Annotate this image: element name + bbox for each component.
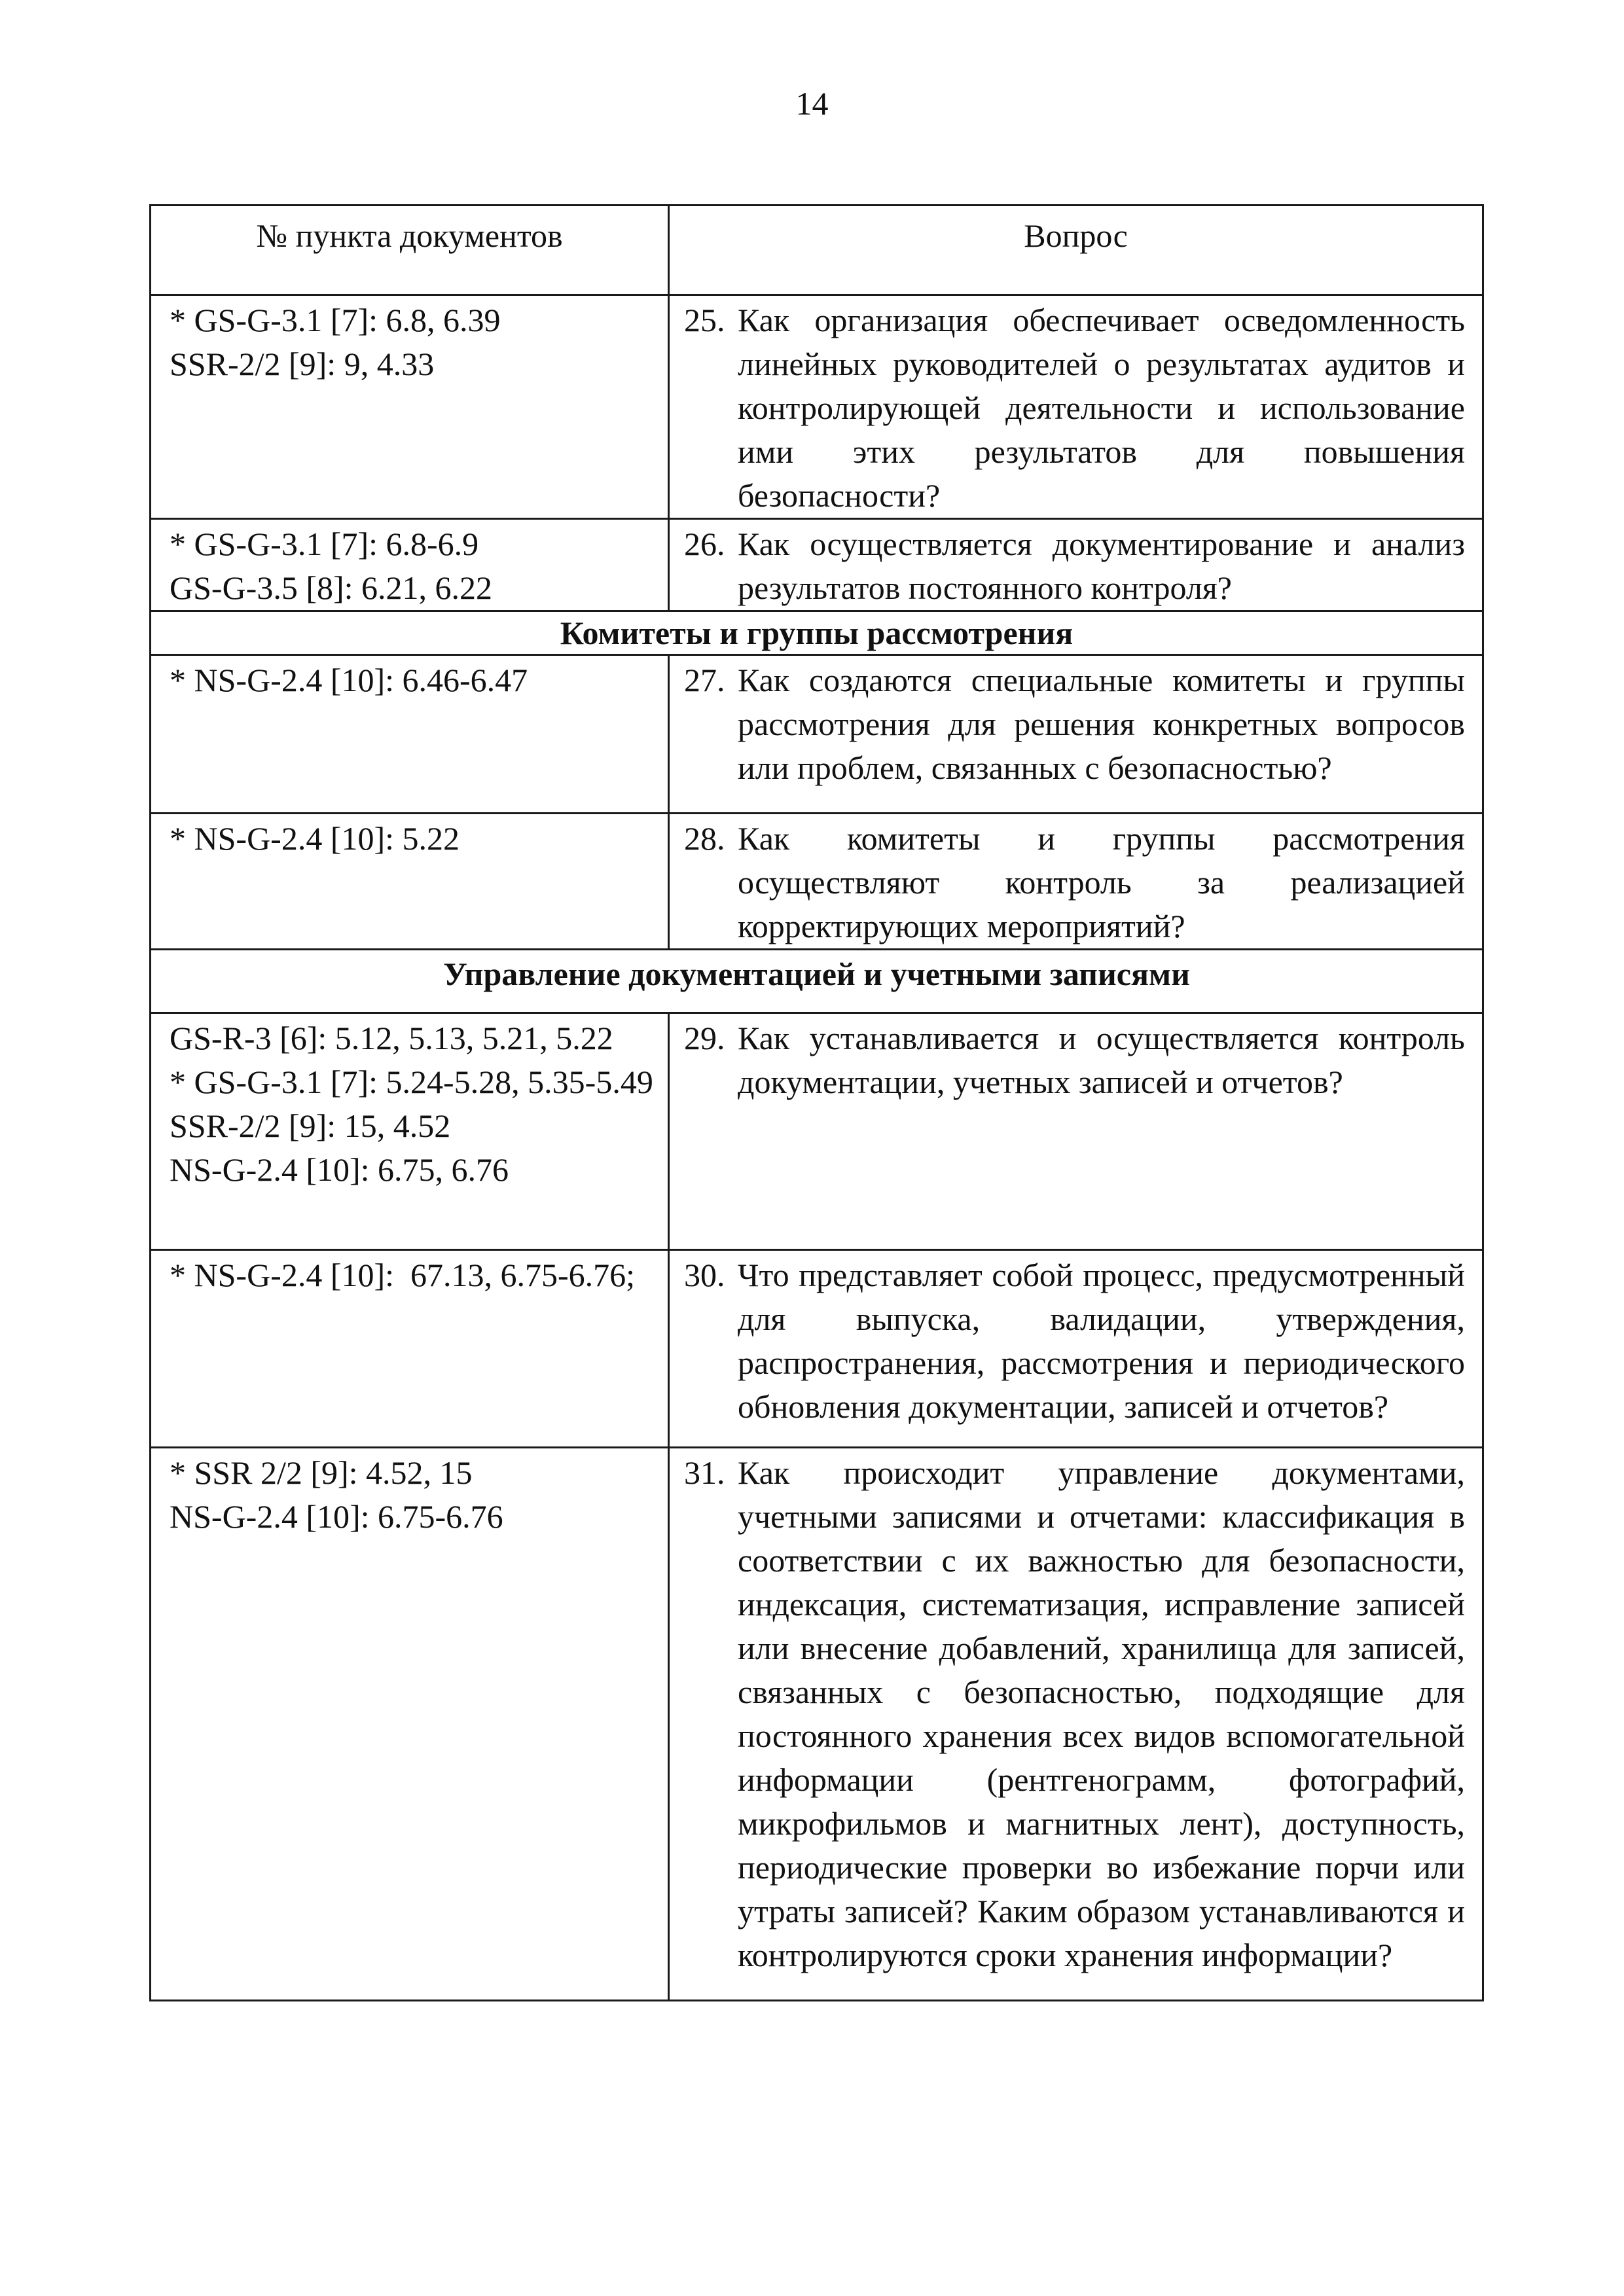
question-cell: [669, 519, 1483, 611]
header-doc-refs: № пункта документов: [151, 206, 669, 295]
table-row: [151, 655, 1483, 814]
section-title: Управление документацией и учетными записями: [151, 950, 1483, 1013]
table-header-row: [151, 206, 1483, 295]
doc-ref: * NS-G-2.4 [10]: 5.22: [170, 820, 460, 857]
section-row: [151, 950, 1483, 1013]
question-cell: [669, 655, 1483, 814]
doc-refs-cell: [151, 655, 669, 814]
doc-refs-cell: [151, 295, 669, 519]
header-question: Вопрос: [669, 206, 1483, 295]
question-text: Как происходит управление документами, учетными записями и отчетами: классификация в соответствии с их важностью для безопасности, индексация, систематизация, исправление записей или внесение добавлений, хранилища для записей, связанных с безопасностью, подходящие для постоянного хранения всех видов вспомогательной информации (рентгенограмм, фотографий, микрофильмов и магнитных лент), доступность, периодические проверки во избежание порчи или утраты записей? Каким образом устанавливаются и контролируются сроки хранения информации?: [738, 1454, 1465, 1973]
doc-ref: GS-R-3 [6]: 5.12, 5.13, 5.21, 5.22: [170, 1020, 613, 1056]
question-cell: [669, 1250, 1483, 1448]
table-row: [151, 1448, 1483, 2001]
question-number: 27.: [684, 662, 725, 698]
doc-refs-cell: [151, 814, 669, 950]
question-text: Как комитеты и группы рассмотрения осуществляют контроль за реализацией корректирующих мероприятий?: [738, 820, 1465, 944]
doc-ref: * GS-G-3.1 [7]: 6.8, 6.39: [170, 302, 501, 338]
doc-ref: * NS-G-2.4 [10]: 6.46-6.47: [170, 662, 528, 698]
table-row: [151, 814, 1483, 950]
question-number: 29.: [684, 1020, 725, 1056]
doc-ref: * GS-G-3.1 [7]: 6.8-6.9: [170, 526, 479, 562]
question-number: 26.: [684, 526, 725, 562]
doc-ref: GS-G-3.5 [8]: 6.21, 6.22: [170, 569, 493, 606]
doc-ref: NS-G-2.4 [10]: 6.75, 6.76: [170, 1151, 509, 1188]
question-cell: [669, 814, 1483, 950]
doc-refs-cell: [151, 1448, 669, 2001]
table-row: [151, 1250, 1483, 1448]
question-number: 30.: [684, 1257, 725, 1293]
question-text: Как организация обеспечивает осведомленность линейных руководителей о результатах аудитов и контролирующей деятельности и использование ими этих результатов для повышения безопасности?: [738, 302, 1465, 514]
question-text: Как создаются специальные комитеты и группы рассмотрения для решения конкретных вопросов или проблем, связанных с безопасностью?: [738, 662, 1465, 786]
doc-ref: NS-G-2.4 [10]: 6.75-6.76: [170, 1498, 503, 1535]
question-text: Что представляет собой процесс, предусмотренный для выпуска, валидации, утверждения, распространения, рассмотрения и периодического обновления документации, записей и отчетов?: [738, 1257, 1465, 1425]
doc-ref: * NS-G-2.4 [10]: 67.13, 6.75-6.76;: [170, 1257, 636, 1293]
doc-refs-cell: [151, 1013, 669, 1250]
doc-ref: * GS-G-3.1 [7]: 5.24-5.28, 5.35-5.49: [170, 1064, 653, 1100]
question-number: 31.: [684, 1454, 725, 1491]
table-row: [151, 295, 1483, 519]
section-title: Комитеты и группы рассмотрения: [151, 611, 1483, 655]
page-number: 14: [795, 85, 829, 122]
question-text: Как осуществляется документирование и анализ результатов постоянного контроля?: [738, 526, 1465, 606]
table-row: [151, 1013, 1483, 1250]
requirements-table: [149, 204, 1484, 2001]
doc-ref: SSR-2/2 [9]: 15, 4.52: [170, 1107, 451, 1144]
question-cell: [669, 1448, 1483, 2001]
question-number: 28.: [684, 820, 725, 857]
question-number: 25.: [684, 302, 725, 338]
question-text: Как устанавливается и осуществляется контроль документации, учетных записей и отчетов?: [738, 1020, 1465, 1100]
doc-refs-cell: [151, 1250, 669, 1448]
doc-ref: SSR-2/2 [9]: 9, 4.33: [170, 346, 435, 382]
question-cell: [669, 1013, 1483, 1250]
doc-refs-cell: [151, 519, 669, 611]
table-row: [151, 519, 1483, 611]
doc-ref: * SSR 2/2 [9]: 4.52, 15: [170, 1454, 473, 1491]
section-row: [151, 611, 1483, 655]
question-cell: [669, 295, 1483, 519]
